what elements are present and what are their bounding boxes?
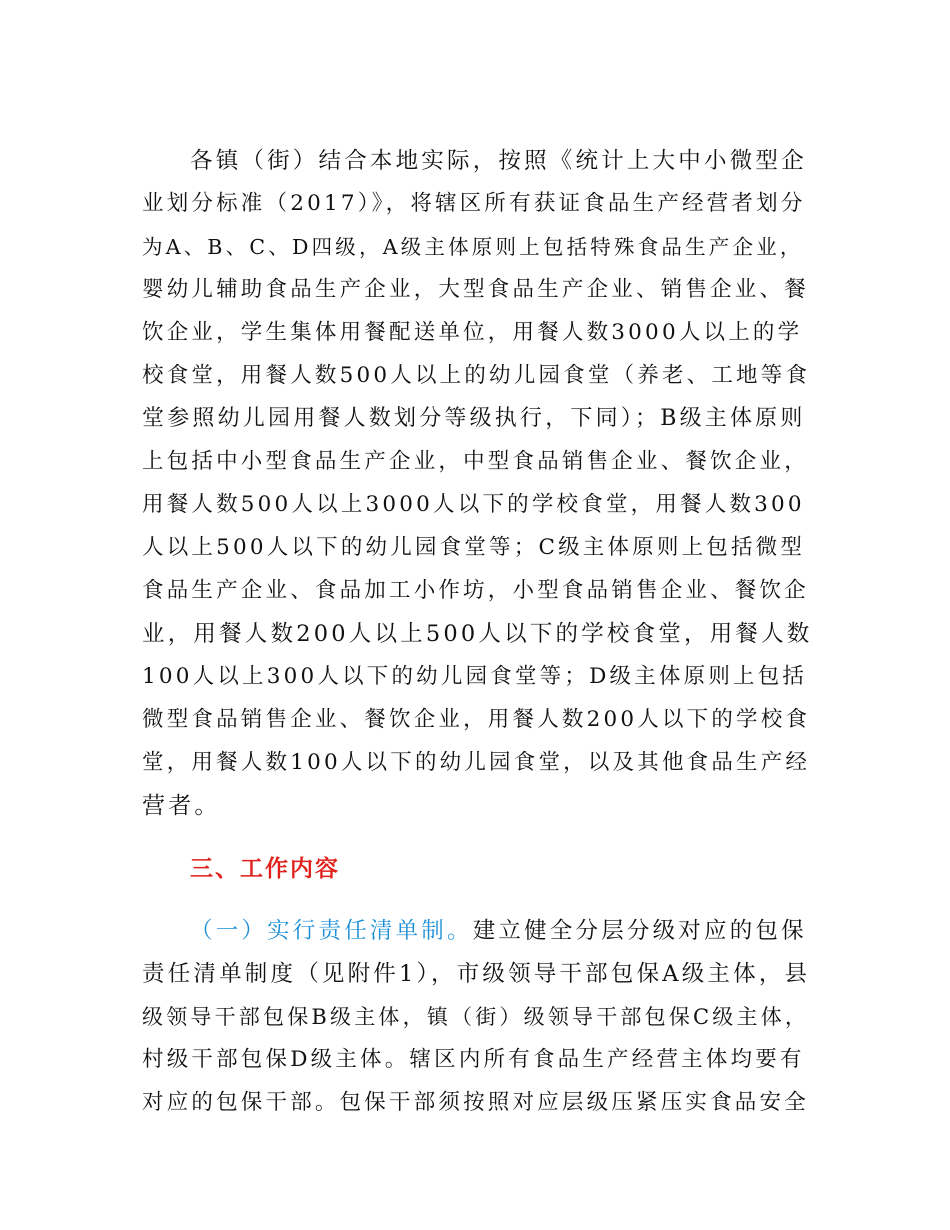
paragraph-line: 婴幼儿辅助食品生产企业，大型食品生产企业、销售企业、餐 xyxy=(142,277,809,302)
paragraph-line: 营者。 xyxy=(142,793,221,819)
paragraph-line: 堂，用餐人数100人以下的幼儿园食堂，以及其他食品生产经 xyxy=(142,750,811,775)
paragraph-line: 上包括中小型食品生产企业，中型食品销售企业、餐饮企业， xyxy=(142,449,809,474)
paragraph-line: 级领导干部包保B级主体，镇（街）级领导干部包保C级主体， xyxy=(142,1005,810,1029)
paragraph-line: 人以上500人以下的幼儿园食堂等；C级主体原则上包括微型 xyxy=(142,535,806,560)
paragraph-line: 为A、B、C、D四级，A级主体原则上包括特殊食品生产企业， xyxy=(142,235,804,259)
paragraph-line: 食品生产企业、食品加工小作坊，小型食品销售企业、餐饮企 xyxy=(142,578,809,603)
subsection-heading: （一）实行责任清单制。 xyxy=(190,918,473,944)
paragraph-line: 对应的包保干部。包保干部须按照对应层级压紧压实食品安全 xyxy=(142,1090,809,1115)
paragraph-line: 用餐人数500人以上3000人以下的学校食堂，用餐人数300 xyxy=(142,492,805,517)
paragraph-line: 业，用餐人数200人以上500人以下的学校食堂，用餐人数 xyxy=(142,621,813,647)
paragraph-line: 100人以上300人以下的幼儿园食堂等；D级主体原则上包括 xyxy=(142,664,808,689)
paragraph-line: 堂参照幼儿园用餐人数划分等级执行，下同）；B级主体原则 xyxy=(142,406,806,431)
paragraph-line: 村级干部包保D级主体。辖区内所有食品生产经营主体均要有 xyxy=(142,1047,805,1072)
paragraph-line: 微型食品销售企业、餐饮企业，用餐人数200人以下的学校食 xyxy=(142,707,811,732)
section-heading: 三、工作内容 xyxy=(190,856,340,882)
subsection-text: 建立健全分层分级对应的包保 xyxy=(472,918,807,944)
paragraph-line: 校食堂，用餐人数500人以上的幼儿园食堂（养老、工地等食 xyxy=(142,363,811,388)
paragraph-line: 业划分标准（2017）》，将辖区所有获证食品生产经营者划分 xyxy=(142,191,806,216)
paragraph-line: 责任清单制度（见附件1），市级领导干部包保A级主体，县 xyxy=(142,961,811,987)
paragraph-line: 各镇（街）结合本地实际，按照《统计上大中小微型企 xyxy=(190,148,807,174)
subsection-first-line xyxy=(190,911,807,951)
paragraph-line: 饮企业，学生集体用餐配送单位，用餐人数3000人以上的学 xyxy=(142,320,803,345)
